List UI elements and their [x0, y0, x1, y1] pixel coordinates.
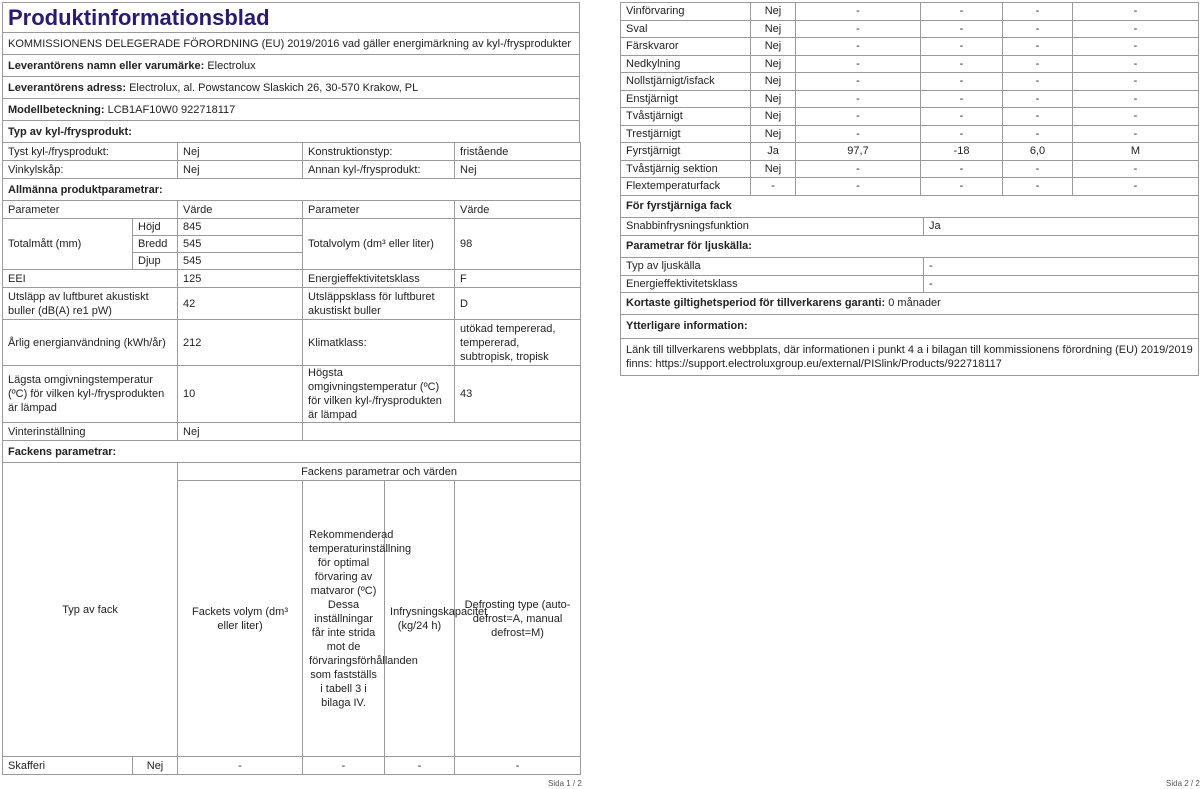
pantry-defrost: - [455, 757, 581, 775]
compartment-volume: - [796, 73, 921, 91]
comp-values-heading: Fackens parametrar och värden [178, 463, 581, 481]
width-value: 545 [178, 236, 303, 253]
compartment-row [621, 160, 1199, 178]
compartment-freeze: - [1003, 108, 1073, 126]
compartment-present: Nej [751, 20, 796, 38]
compartment-freeze: - [1003, 125, 1073, 143]
model-label: Modellbeteckning: [8, 103, 105, 116]
supplier-label: Leverantörens namn eller varumärke: [8, 59, 205, 72]
compartment-name: Nedkylning [621, 55, 751, 73]
compartment-name: Tvåstjärnigt [621, 108, 751, 126]
compartment-freeze: - [1003, 38, 1073, 56]
page-number-1: Sida 1 / 2 [548, 779, 582, 788]
compartment-temp: - [921, 20, 1003, 38]
compartment-row [621, 143, 1199, 161]
compartment-volume: - [796, 178, 921, 196]
quiet-value: Nej [178, 143, 303, 161]
warranty-value: 0 månader [888, 297, 941, 309]
compartment-row [621, 73, 1199, 91]
compartment-defrost: M [1073, 143, 1199, 161]
volume-value: 98 [455, 219, 581, 270]
maxtemp-label: Högsta omgivningstemperatur (ºC) för vilken kyl-/frysprodukten är lämpad [303, 366, 455, 423]
pantry-temp: - [303, 757, 385, 775]
mintemp-label: Lägsta omgivningstemperatur (ºC) för vilken kyl-/frysprodukten är lämpad [3, 366, 178, 423]
col-param-header: Parameter [3, 201, 178, 219]
model-value: LCB1AF10W0 922718117 [107, 103, 236, 116]
col-value-header: Värde [178, 201, 303, 219]
compartment-defrost: - [1073, 38, 1199, 56]
mintemp-value: 10 [178, 366, 303, 423]
light-heading: Parametrar för ljuskälla: [621, 235, 1199, 257]
light-type-label: Typ av ljuskälla [621, 257, 924, 275]
comp-temp-label: Rekommenderad temperaturinställning för optimal förvaring av matvaror (ºC) Dessa inställningar får inte strida mot de förvaringsförhållanden som fastställs i tabell 3 i bilaga IV. [303, 481, 385, 757]
compartment-volume: - [796, 20, 921, 38]
other-value: Nej [455, 161, 581, 179]
climate-label: Klimatklass: [303, 320, 455, 366]
wine-value: Nej [178, 161, 303, 179]
supplier-value: Electrolux [207, 59, 256, 72]
energy-label: Årlig energianvändning (kWh/år) [3, 320, 178, 366]
light-class-value: - [924, 275, 1199, 292]
comp-type-label: Typ av fack [3, 463, 178, 757]
header-table [2, 2, 580, 143]
compartment-name: Färskvaror [621, 38, 751, 56]
light-type-value: - [924, 257, 1199, 275]
compartment-temp: - [921, 178, 1003, 196]
quickfreeze-label: Snabbinfrysningsfunktion [621, 217, 924, 235]
eclass-value: F [455, 270, 581, 288]
regulation-text: KOMMISSIONENS DELEGERADE FÖRORDNING (EU) 2019/2016 vad gäller energimärkning av kyl-/frysprodukter [3, 33, 580, 55]
comp-heading: Fackens parametrar: [3, 441, 581, 463]
height-value: 845 [178, 219, 303, 236]
compartment-temp: - [921, 38, 1003, 56]
compartment-freeze: - [1003, 55, 1073, 73]
info-text: Länk till tillverkarens webbplats, där informationen i punkt 4 a i bilagan till kommissionens förordning (EU) 2019/2019 finns: https://support.electroluxgroup.eu/external/PISlink/Products/922718117 [621, 338, 1199, 375]
compartment-row [621, 55, 1199, 73]
eei-label: EEI [3, 270, 178, 288]
compartment-defrost: - [1073, 55, 1199, 73]
pantry-value: Nej [133, 757, 178, 775]
compartment-present: Nej [751, 125, 796, 143]
comp-freeze-label: Infrysningskapacitet (kg/24 h) [385, 481, 455, 757]
compartment-volume: - [796, 38, 921, 56]
volume-label: Totalvolym (dm³ eller liter) [303, 219, 455, 270]
compartment-freeze: - [1003, 90, 1073, 108]
height-label: Höjd [133, 219, 178, 236]
compartment-present: Nej [751, 3, 796, 21]
other-label: Annan kyl-/frysprodukt: [303, 161, 455, 179]
compartment-name: Nollstjärnigt/isfack [621, 73, 751, 91]
compartment-temp: - [921, 3, 1003, 21]
design-label: Konstruktionstyp: [303, 143, 455, 161]
noiseclass-label: Utsläppsklass för luftburet akustiskt buller [303, 288, 455, 320]
eclass-label: Energieffektivitetsklass [303, 270, 455, 288]
compartment-name: Fyrstjärnigt [621, 143, 751, 161]
compartment-temp: - [921, 55, 1003, 73]
compartment-present: Nej [751, 90, 796, 108]
compartment-volume: - [796, 90, 921, 108]
compartment-volume: - [796, 160, 921, 178]
general-params-table [2, 142, 581, 463]
depth-label: Djup [133, 253, 178, 270]
compartment-row [621, 108, 1199, 126]
compartment-table [2, 462, 581, 775]
compartment-present: Nej [751, 73, 796, 91]
col-param2-header: Parameter [303, 201, 455, 219]
compartment-defrost: - [1073, 125, 1199, 143]
compartment-volume: 97,7 [796, 143, 921, 161]
compartment-row [621, 90, 1199, 108]
compartment-temp: - [921, 125, 1003, 143]
compartment-present: Nej [751, 38, 796, 56]
compartment-freeze: - [1003, 160, 1073, 178]
compartment-name: Trestjärnigt [621, 125, 751, 143]
compartment-temp: - [921, 108, 1003, 126]
depth-value: 545 [178, 253, 303, 270]
noise-label: Utsläpp av luftburet akustiskt buller (dB(A) re1 pW) [3, 288, 178, 320]
energy-value: 212 [178, 320, 303, 366]
compartment-freeze: - [1003, 3, 1073, 21]
compartment-freeze: 6,0 [1003, 143, 1073, 161]
wine-label: Vinkylskåp: [3, 161, 178, 179]
address-row [3, 77, 580, 99]
compartment-present: - [751, 178, 796, 196]
compartment-defrost: - [1073, 3, 1199, 21]
compartment-present: Nej [751, 160, 796, 178]
climate-value: utökad tempererad, tempererad, subtropisk, tropisk [455, 320, 581, 366]
type-heading: Typ av kyl-/frysprodukt: [3, 121, 580, 143]
quickfreeze-value: Ja [924, 217, 1199, 235]
compartment-temp: - [921, 73, 1003, 91]
width-label: Bredd [133, 236, 178, 253]
compartment-present: Nej [751, 108, 796, 126]
pantry-freeze: - [385, 757, 455, 775]
compartment-present: Nej [751, 55, 796, 73]
dims-label: Totalmått (mm) [3, 219, 133, 270]
compartment-defrost: - [1073, 73, 1199, 91]
compartment-name: Vinförvaring [621, 3, 751, 21]
compartment-volume: - [796, 108, 921, 126]
col-value2-header: Värde [455, 201, 581, 219]
maxtemp-value: 43 [455, 366, 581, 423]
compartment-defrost: - [1073, 90, 1199, 108]
document-title: Produktinformationsblad [3, 3, 580, 33]
pantry-label: Skafferi [3, 757, 133, 775]
warranty-row [621, 292, 1199, 314]
compartment-name: Enstjärnigt [621, 90, 751, 108]
compartment-row [621, 38, 1199, 56]
compartment-name: Flextemperaturfack [621, 178, 751, 196]
page2-info-table [620, 195, 1199, 376]
compartment-temp: - [921, 90, 1003, 108]
noise-value: 42 [178, 288, 303, 320]
light-class-label: Energieffektivitetsklass [621, 275, 924, 292]
compartment-volume: - [796, 55, 921, 73]
compartment-row [621, 20, 1199, 38]
compartment-present: Ja [751, 143, 796, 161]
compartments-table-2 [620, 2, 1199, 196]
fourstar-heading: För fyrstjärniga fack [621, 195, 1199, 217]
winter-value: Nej [178, 423, 303, 441]
compartment-defrost: - [1073, 108, 1199, 126]
noiseclass-value: D [455, 288, 581, 320]
compartment-volume: - [796, 3, 921, 21]
winter-label: Vinterinställning [3, 423, 178, 441]
info-heading: Ytterligare information: [621, 314, 1199, 338]
pantry-volume: - [178, 757, 303, 775]
supplier-row [3, 55, 580, 77]
compartment-freeze: - [1003, 73, 1073, 91]
comp-vol-label: Fackets volym (dm³ eller liter) [178, 481, 303, 757]
compartment-temp: -18 [921, 143, 1003, 161]
compartment-row [621, 178, 1199, 196]
compartment-defrost: - [1073, 20, 1199, 38]
quiet-label: Tyst kyl-/frysprodukt: [3, 143, 178, 161]
general-heading: Allmänna produktparametrar: [3, 179, 581, 201]
compartment-defrost: - [1073, 178, 1199, 196]
page-number-2: Sida 2 / 2 [1166, 779, 1200, 788]
compartment-freeze: - [1003, 20, 1073, 38]
compartment-volume: - [796, 125, 921, 143]
compartment-row [621, 3, 1199, 21]
address-value: Electrolux, al. Powstancow Slaskich 26, 30-570 Krakow, PL [129, 81, 419, 94]
design-value: fristående [455, 143, 581, 161]
compartment-defrost: - [1073, 160, 1199, 178]
eei-value: 125 [178, 270, 303, 288]
page-1 [2, 2, 580, 775]
model-row [3, 99, 580, 121]
compartment-name: Tvåstjärnig sektion [621, 160, 751, 178]
compartment-freeze: - [1003, 178, 1073, 196]
page-2 [620, 2, 1198, 376]
comp-defrost-label: Defrosting type (auto-defrost=A, manual defrost=M) [455, 481, 581, 757]
warranty-label: Kortaste giltighetsperiod för tillverkarens garanti: [626, 297, 886, 309]
compartment-row [621, 125, 1199, 143]
compartment-name: Sval [621, 20, 751, 38]
compartment-temp: - [921, 160, 1003, 178]
address-label: Leverantörens adress: [8, 81, 126, 94]
